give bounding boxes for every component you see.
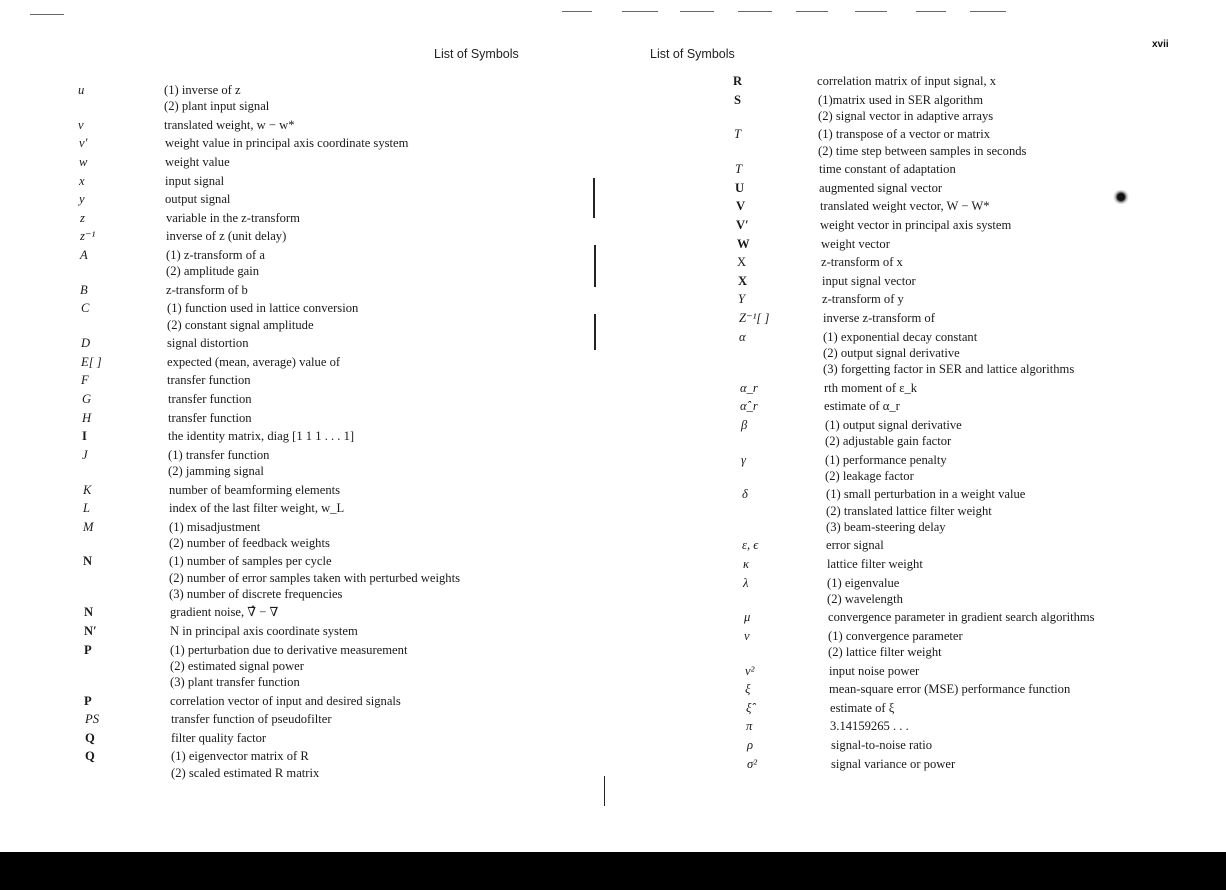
definition-line: (2) plant input signal — [164, 99, 270, 114]
symbol-entry — [84, 693, 604, 709]
symbol-term: w — [79, 154, 88, 169]
symbol-entry — [747, 737, 1207, 753]
symbol-entry — [738, 291, 1198, 307]
symbol-entry — [745, 681, 1205, 697]
gutter-mark — [594, 245, 596, 287]
symbol-definitions — [741, 417, 1201, 449]
symbol-definitions — [78, 82, 598, 114]
symbol-entry — [81, 335, 601, 351]
symbol-term: H — [82, 410, 92, 425]
symbol-term: α — [739, 329, 746, 344]
definition-line: (1) transpose of a vector or matrix — [818, 127, 991, 142]
symbol-entry — [82, 447, 602, 479]
symbol-entry — [82, 410, 602, 426]
definition-line: number of beamforming elements — [169, 482, 341, 497]
symbol-entry — [80, 282, 600, 298]
symbol-definitions — [83, 500, 603, 516]
symbol-entry — [81, 372, 601, 388]
scan-mark — [916, 11, 946, 12]
symbol-definitions — [84, 693, 604, 709]
symbol-definitions — [83, 519, 603, 551]
definition-line: filter quality factor — [171, 730, 267, 745]
definition-line: (2) scaled estimated R matrix — [171, 765, 320, 780]
symbol-entry — [734, 92, 1194, 124]
definition-line: (1) function used in lattice conversion — [167, 301, 359, 316]
symbol-entry — [84, 642, 604, 691]
scan-mark — [680, 11, 714, 12]
definition-line: correlation vector of input and desired signals — [170, 693, 401, 708]
definition-line: 3.14159265 . . . — [830, 719, 909, 734]
symbol-entry — [83, 482, 603, 498]
definition-line: (2) translated lattice filter weight — [826, 503, 992, 518]
symbol-definitions — [81, 354, 601, 370]
symbol-definitions — [743, 556, 1203, 572]
symbol-definitions — [734, 126, 1194, 158]
definition-line: mean-square error (MSE) performance function — [829, 682, 1071, 697]
definition-line: (2) lattice filter weight — [828, 645, 942, 660]
symbol-definitions — [739, 329, 1199, 378]
definition-line: z-transform of y — [822, 292, 904, 307]
symbol-entry — [79, 173, 599, 189]
definition-line: estimate of ξ — [830, 700, 895, 715]
symbol-entry — [735, 161, 1195, 177]
definition-line: correlation matrix of input signal, x — [817, 74, 997, 88]
symbol-term: PS — [85, 712, 99, 727]
definition-line: estimate of α_r — [824, 399, 900, 414]
definition-line: inverse of z (unit delay) — [166, 229, 287, 244]
symbol-term: ε, ϵ — [742, 538, 759, 553]
definition-line: transfer function of pseudofilter — [171, 712, 332, 727]
definition-line: gradient noise, ∇̂ − ∇ — [170, 605, 279, 620]
symbol-term: T — [735, 162, 743, 177]
symbol-definitions — [81, 300, 601, 332]
symbol-entry — [744, 609, 1204, 625]
symbol-term: G — [82, 391, 92, 406]
definition-line: signal variance or power — [831, 756, 956, 771]
symbol-entry — [83, 500, 603, 516]
definition-line: (2) jamming signal — [168, 463, 264, 478]
symbol-term: C — [81, 301, 90, 316]
symbol-term: ν — [744, 628, 750, 643]
definition-line: augmented signal vector — [819, 180, 943, 195]
symbol-definitions — [736, 217, 1196, 233]
symbol-definitions — [733, 73, 1193, 89]
symbol-term: Y — [738, 292, 746, 307]
symbol-definitions — [84, 604, 604, 620]
symbol-term: E[ ] — [81, 354, 102, 369]
definition-line: (2) number of error samples taken with perturbed weights — [169, 570, 460, 585]
symbol-entry — [741, 452, 1201, 484]
definition-line: (3) forgetting factor in SER and lattice algorithms — [823, 361, 1075, 376]
definition-line: (2) constant signal amplitude — [167, 317, 314, 332]
symbol-definitions — [80, 282, 600, 298]
symbol-term: N — [83, 554, 93, 569]
definition-line: lattice filter weight — [827, 556, 923, 571]
definition-line: (1) number of samples per cycle — [169, 554, 332, 569]
symbol-term: T — [734, 127, 742, 142]
definition-line: z-transform of b — [166, 282, 248, 297]
symbol-entry — [737, 236, 1197, 252]
definition-line: (2) number of feedback weights — [169, 535, 330, 550]
symbol-definitions — [741, 452, 1201, 484]
ink-smudge — [1112, 190, 1130, 204]
symbol-definitions — [739, 310, 1199, 326]
gutter-mark — [593, 178, 595, 218]
symbol-term: v — [78, 117, 84, 132]
symbol-entry — [744, 628, 1204, 660]
symbol-entry — [743, 556, 1203, 572]
symbol-entry — [79, 154, 599, 170]
symbol-entry — [80, 210, 600, 226]
definition-line: N in principal axis coordinate system — [170, 624, 358, 639]
definition-line: weight vector in principal axis system — [820, 217, 1012, 232]
symbol-term: ν² — [745, 663, 755, 678]
symbol-definitions — [83, 482, 603, 498]
symbol-entry — [83, 553, 603, 602]
symbol-entry — [84, 623, 604, 639]
symbol-term: D — [81, 336, 91, 351]
symbol-term: δ — [742, 487, 748, 502]
right-page-header: List of Symbols — [650, 47, 735, 61]
definition-line: rth moment of ε_k — [824, 380, 918, 395]
symbol-definitions — [746, 718, 1206, 734]
symbol-term: W — [737, 236, 750, 251]
symbol-definitions — [744, 628, 1204, 660]
definition-line: time constant of adaptation — [819, 162, 956, 177]
symbol-term: B — [80, 282, 88, 297]
symbol-definitions — [83, 553, 603, 602]
symbol-term: π — [746, 719, 753, 734]
symbol-definitions — [81, 335, 601, 351]
symbol-term: J — [82, 447, 88, 462]
definition-line: (2) amplitude gain — [166, 264, 260, 279]
symbol-entry — [85, 748, 605, 780]
symbol-term: V′ — [736, 217, 749, 232]
symbol-term: I — [82, 429, 87, 444]
definition-line: weight value in principal axis coordinate system — [165, 136, 409, 151]
symbol-term: Q — [85, 749, 95, 764]
definition-line: (1) transfer function — [168, 447, 270, 462]
symbol-definitions — [82, 391, 602, 407]
symbol-term: ξ̂ — [746, 700, 752, 715]
symbol-definitions — [734, 92, 1194, 124]
symbol-term: α_r — [740, 380, 758, 395]
symbol-entry — [85, 730, 605, 746]
symbol-definitions — [85, 711, 605, 727]
definition-line: transfer function — [168, 391, 252, 406]
definition-line: the identity matrix, diag [1 1 1 . . . 1] — [168, 429, 355, 444]
symbol-entry — [79, 135, 599, 151]
definition-line: z-transform of x — [821, 255, 903, 270]
symbol-term: μ — [744, 610, 751, 625]
definition-line: (1) convergence parameter — [828, 628, 963, 643]
scan-mark — [970, 11, 1006, 12]
symbol-term: ξ — [745, 682, 751, 697]
scan-mark — [622, 11, 658, 12]
symbol-term: K — [83, 482, 92, 497]
symbol-term: α̂_r — [740, 399, 758, 414]
symbol-definitions — [743, 575, 1203, 607]
definition-line: (2) adjustable gain factor — [825, 433, 952, 448]
left-page-header: List of Symbols — [434, 47, 519, 61]
symbol-term: y — [79, 192, 85, 207]
symbol-entry — [81, 300, 601, 332]
symbol-definitions — [79, 154, 599, 170]
symbol-entry — [83, 519, 603, 551]
definition-line: expected (mean, average) value of — [167, 354, 341, 369]
symbol-entry — [739, 329, 1199, 378]
symbol-definitions — [747, 737, 1207, 753]
symbol-definitions — [80, 210, 600, 226]
definition-line: (2) estimated signal power — [170, 658, 304, 673]
symbol-definitions — [79, 173, 599, 189]
symbol-entry — [737, 254, 1197, 270]
symbol-entry — [80, 247, 600, 279]
scan-mark — [738, 11, 772, 12]
definition-line: (1) inverse of z — [164, 83, 241, 97]
symbol-definitions — [745, 681, 1205, 697]
definition-line: output signal — [165, 192, 231, 207]
symbol-definitions — [742, 486, 1202, 535]
symbol-entry — [741, 417, 1201, 449]
symbol-term: X — [738, 273, 748, 288]
right-symbol-list — [733, 73, 1193, 774]
symbol-entry — [78, 82, 598, 114]
definition-line: translated weight vector, W − W* — [820, 199, 990, 214]
page-number: xvii — [1152, 39, 1169, 50]
symbol-term: P — [84, 693, 92, 708]
definition-line: convergence parameter in gradient search algorithms — [828, 610, 1095, 625]
symbol-definitions — [79, 135, 599, 151]
symbol-term: M — [83, 519, 94, 534]
symbol-entry — [738, 273, 1198, 289]
symbol-term: κ — [743, 556, 750, 571]
symbol-entry — [78, 117, 598, 133]
symbol-term: λ — [743, 575, 749, 590]
definition-line: (1) performance penalty — [825, 452, 947, 467]
definition-line: signal-to-noise ratio — [831, 738, 933, 753]
scan-mark — [855, 11, 887, 12]
definition-line: (1) output signal derivative — [825, 417, 962, 432]
symbol-entry — [733, 73, 1193, 89]
scan-mark — [30, 14, 64, 15]
symbol-definitions — [735, 161, 1195, 177]
definition-line: signal distortion — [167, 336, 249, 351]
symbol-definitions — [747, 756, 1207, 772]
symbol-term: U — [735, 180, 745, 195]
definition-line: (1) eigenvalue — [827, 575, 900, 590]
symbol-definitions — [82, 428, 602, 444]
symbol-entry — [743, 575, 1203, 607]
symbol-term: x — [79, 173, 85, 188]
symbol-entry — [746, 718, 1206, 734]
definition-line: weight value — [165, 154, 230, 169]
symbol-definitions — [737, 236, 1197, 252]
definition-line: (1) misadjustment — [169, 519, 261, 534]
symbol-entry — [80, 228, 600, 244]
definition-line: index of the last filter weight, w_L — [169, 501, 345, 516]
symbol-definitions — [82, 447, 602, 479]
definition-line: input signal vector — [822, 273, 916, 288]
symbol-entry — [84, 604, 604, 620]
symbol-entry — [734, 126, 1194, 158]
symbol-definitions — [85, 748, 605, 780]
definition-line: (2) time step between samples in seconds — [818, 143, 1027, 158]
symbol-term: ρ — [747, 738, 754, 753]
symbol-term: u — [78, 83, 85, 97]
definition-line: weight vector — [821, 236, 890, 251]
symbol-definitions — [80, 247, 600, 279]
symbol-entry — [81, 354, 601, 370]
definition-line: variable in the z-transform — [166, 210, 300, 225]
symbol-entry — [747, 756, 1207, 772]
symbol-definitions — [84, 642, 604, 691]
definition-line: inverse z-transform of — [823, 310, 935, 325]
definition-line: error signal — [826, 538, 884, 553]
symbol-definitions — [740, 380, 1200, 396]
symbol-term: V — [736, 199, 746, 214]
symbol-term: X — [737, 255, 747, 270]
symbol-term: P — [84, 642, 92, 657]
symbol-definitions — [79, 191, 599, 207]
definition-line: (2) leakage factor — [825, 468, 914, 483]
symbol-definitions — [742, 537, 1202, 553]
symbol-term: A — [80, 247, 88, 262]
symbol-term: Z⁻¹[ ] — [739, 310, 770, 325]
gutter-mark — [594, 314, 596, 350]
definition-line: (1)matrix used in SER algorithm — [818, 92, 984, 107]
symbol-term: z⁻¹ — [80, 229, 96, 244]
symbol-definitions — [85, 730, 605, 746]
definition-line: translated weight, w − w* — [164, 117, 295, 132]
symbol-entry — [742, 486, 1202, 535]
definition-line: (1) perturbation due to derivative measurement — [170, 642, 408, 657]
symbol-entry — [79, 191, 599, 207]
symbol-term: L — [83, 501, 91, 516]
scan-mark — [796, 11, 828, 12]
definition-line: (2) wavelength — [827, 591, 903, 606]
definition-line: (2) signal vector in adaptive arrays — [818, 108, 994, 123]
symbol-entry — [739, 310, 1199, 326]
definition-line: (1) z-transform of a — [166, 247, 265, 262]
left-symbol-list — [78, 82, 598, 783]
symbol-term: S — [734, 92, 742, 107]
definition-line: (1) exponential decay constant — [823, 329, 978, 344]
symbol-entry — [82, 391, 602, 407]
symbol-term: N — [84, 605, 94, 620]
definition-line: (3) beam-steering delay — [826, 519, 946, 534]
gutter-mark — [604, 776, 605, 806]
symbol-term: z — [80, 210, 85, 225]
symbol-definitions — [740, 398, 1200, 414]
definition-line: transfer function — [168, 410, 252, 425]
symbol-term: F — [81, 373, 89, 388]
symbol-definitions — [80, 228, 600, 244]
definition-line: transfer function — [167, 373, 251, 388]
scan-mark — [562, 11, 592, 12]
symbol-term: v′ — [79, 136, 88, 151]
symbol-term: Q — [85, 730, 95, 745]
symbol-entry — [736, 217, 1196, 233]
definition-line: input signal — [165, 173, 225, 188]
symbol-definitions — [81, 372, 601, 388]
symbol-term: γ — [741, 452, 746, 467]
symbol-term: σ² — [747, 756, 757, 771]
symbol-definitions — [738, 291, 1198, 307]
symbol-definitions — [738, 273, 1198, 289]
definition-line: (1) small perturbation in a weight value — [826, 487, 1026, 502]
symbol-term: R — [733, 74, 743, 88]
symbol-entry — [740, 380, 1200, 396]
symbol-definitions — [746, 700, 1206, 716]
definition-line: (1) eigenvector matrix of R — [171, 749, 309, 764]
definition-line: (2) output signal derivative — [823, 345, 960, 360]
definition-line: (3) number of discrete frequencies — [169, 586, 343, 601]
symbol-term: N′ — [84, 624, 97, 639]
symbol-entry — [85, 711, 605, 727]
definition-line: input noise power — [829, 663, 920, 678]
symbol-entry — [745, 663, 1205, 679]
symbol-definitions — [78, 117, 598, 133]
symbol-definitions — [745, 663, 1205, 679]
symbol-definitions — [82, 410, 602, 426]
symbol-entry — [740, 398, 1200, 414]
symbol-term: β — [741, 417, 748, 432]
symbol-entry — [82, 428, 602, 444]
scan-border — [0, 852, 1226, 890]
definition-line: (3) plant transfer function — [170, 675, 300, 690]
symbol-definitions — [84, 623, 604, 639]
symbol-definitions — [744, 609, 1204, 625]
symbol-entry — [742, 537, 1202, 553]
symbol-entry — [746, 700, 1206, 716]
symbol-definitions — [737, 254, 1197, 270]
